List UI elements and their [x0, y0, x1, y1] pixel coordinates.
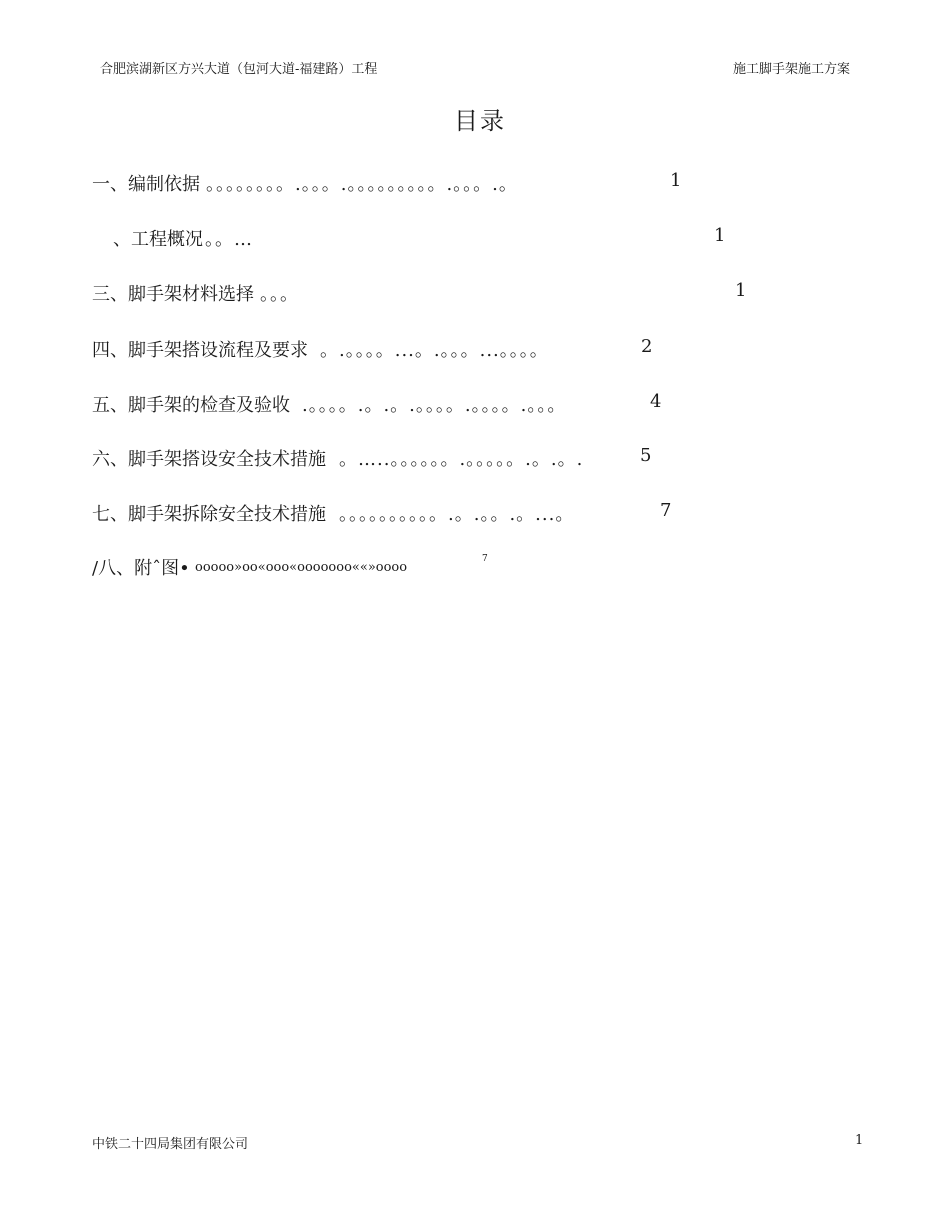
toc-entry-page: 1 [735, 280, 747, 301]
toc-entry-label: 六、脚手架搭设安全技术措施 [92, 449, 326, 470]
toc-entry-page: 1 [670, 170, 682, 191]
toc-entry-leader: 。…..。。。。。。.。。。。。.。.。. [339, 449, 584, 470]
toc-entry-leader: ooooo»oo«ooo«ooooooo««»oooo [195, 560, 408, 575]
toc-entry-label: 五、脚手架的检查及验收 [92, 395, 290, 416]
toc-entry-leader: 。。。 [260, 284, 299, 305]
toc-entry-page: 7 [660, 500, 672, 521]
footer-company: 中铁二十四局集团有限公司 [92, 1137, 249, 1152]
toc-entry-page: 5 [640, 445, 652, 466]
toc-entry-leader: 。。… [205, 229, 253, 250]
header-doc-title: 施工脚手架施工方案 [733, 62, 851, 77]
toc-entry-label: 一、编制依据 [92, 174, 200, 195]
footer-page-number: 1 [855, 1133, 864, 1148]
toc-entry-leader: .。。。。.。.。.。。。。.。。。。.。。。 [302, 395, 567, 416]
toc-entry-label: 、工程概况 [113, 229, 203, 250]
toc-entry-leader: 。。。。。。。。。。.。.。。.。...。 [339, 504, 575, 525]
toc-entry-page: 2 [641, 336, 653, 357]
toc-entry-label: 四、脚手架搭设流程及要求 [92, 340, 308, 361]
toc-entry-leader: 。。。。。。。。.。。。.。。。。。。。。。.。。。.。 [206, 174, 518, 195]
toc-entry-label: 三、脚手架材料选择 [92, 284, 254, 305]
toc-entry-leader: 。.。。。。...。.。。。...。。。。 [320, 340, 549, 361]
toc-entry-label: 七、脚手架拆除安全技术措施 [92, 504, 326, 525]
page-title: 目录 [454, 107, 506, 135]
toc-entry-page: 1 [714, 225, 726, 246]
toc-entry-label: /八、附ˆ图• [92, 558, 190, 579]
header-project-name: 合肥滨湖新区方兴大道（包河大道-福建路）工程 [100, 62, 378, 77]
toc-entry-page: 7 [482, 554, 488, 564]
toc-entry-page: 4 [650, 391, 662, 412]
